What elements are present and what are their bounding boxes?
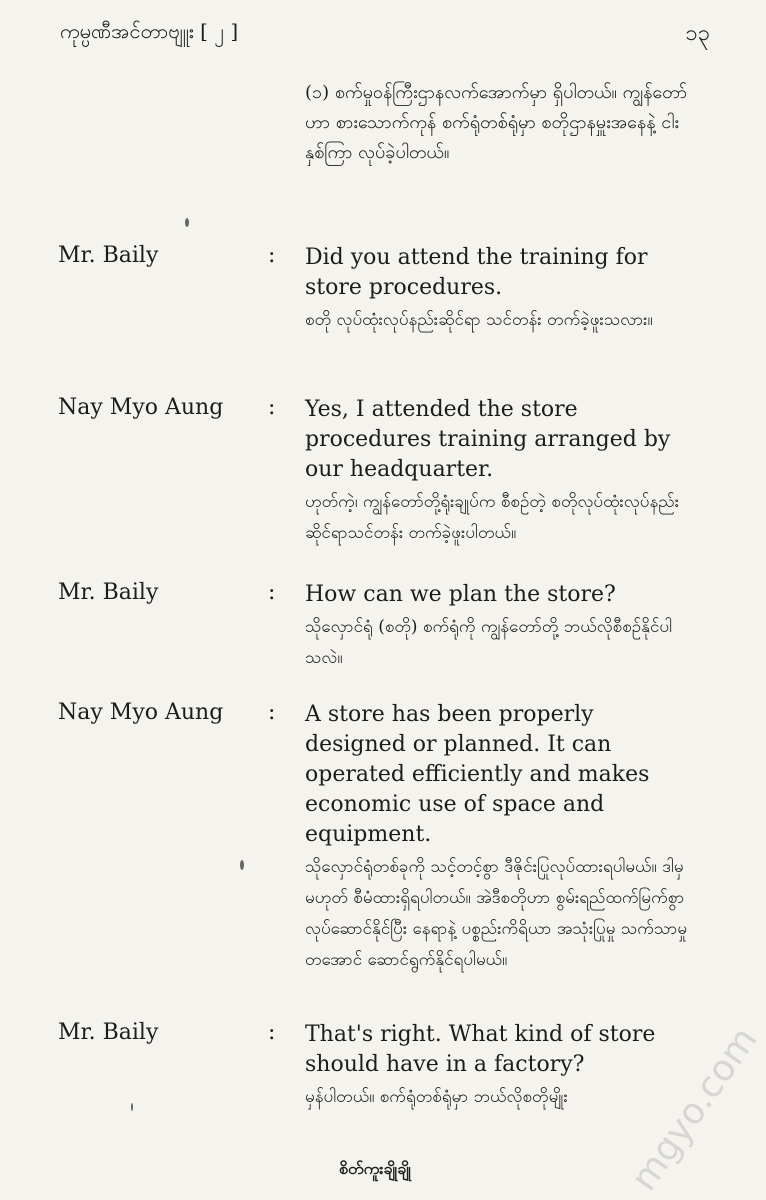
english-text: How can we plan the store?	[305, 582, 616, 607]
speech-text	[305, 1020, 690, 1113]
colon-separator: :	[268, 243, 276, 268]
speaker-name: Mr. Baily	[58, 580, 159, 605]
speaker-name: Nay Myo Aung	[58, 395, 224, 420]
ink-speck	[240, 860, 244, 870]
speech-text	[305, 700, 690, 976]
myanmar-text: မှန်ပါတယ်။ စက်ရုံတစ်ရုံမှာ ဘယ်လိုစတိုမျိုး	[305, 1087, 568, 1107]
speech-text	[305, 243, 690, 336]
ink-speck	[185, 218, 189, 227]
english-text: A store has been properly designed or planned. It can operated efficiently and makes economic use of space and equipment.	[305, 702, 650, 847]
english-text: Did you attend the training for store procedures.	[305, 245, 648, 300]
watermark: mgyo.com	[623, 1020, 766, 1199]
myanmar-text: စတို လုပ်ထုံးလုပ်နည်းဆိုင်ရာ သင်တန်း တက်ခဲ့ဖူးသလား။	[305, 310, 653, 330]
myanmar-text: သိုလှောင်ရုံ (စတို) စက်ရုံကို ကျွန်တော်တို့ ဘယ်လိုစီစဉ်နိုင်ပါသလဲ။	[305, 617, 673, 668]
footer-author: စိတ်ကူးချိုချို	[339, 1159, 411, 1178]
book-title-header: ကုမ္ပဏီအင်တာဗျူး [ ၂ ]	[60, 19, 239, 43]
colon-separator: :	[268, 700, 276, 725]
speaker-name: Mr. Baily	[58, 243, 159, 268]
myanmar-text: ဟုတ်ကဲ့၊ ကျွန်တော်တို့ရုံးချုပ်က စီစဉ်တဲ့ စတိုလုပ်ထုံးလုပ်နည်းဆိုင်ရာသင်တန်း တက်ခဲ့ဖူးပါတယ်။	[305, 492, 680, 543]
myanmar-text: သိုလှောင်ရုံတစ်ခုကို သင့်တင့်စွာ ဒီဇိုင်းပြုလုပ်ထားရပါမယ်။ ဒါမှမဟုတ် စီမံထားရှိရပါတယ်။ အဲဒီစတိုဟာ စွမ်းရည်ထက်မြက်စွာ လုပ်ဆောင်နိုင်ပြီး နေရာနဲ့ ပစ္စည်းကိရိယာ အသုံးပြုမှု သက်သာမှုတအောင် ဆောင်ရွက်နိုင်ရပါမယ်။	[305, 857, 688, 970]
colon-separator: :	[268, 395, 276, 420]
english-text: That's right. What kind of store should have in a factory?	[305, 1022, 656, 1077]
page-number: ၁၃	[685, 21, 710, 46]
speaker-name: Nay Myo Aung	[58, 700, 224, 725]
speech-text	[305, 395, 690, 549]
colon-separator: :	[268, 580, 276, 605]
speaker-name: Mr. Baily	[58, 1020, 159, 1045]
intro-paragraph: (၁) စက်မှုဝန်ကြီးဌာနလက်အောက်မှာ ရှိပါတယ်။ ကျွန်တော်ဟာ စားသောက်ကုန် စက်ရုံတစ်ရုံမှာ စတိုဌာနမှူးအနေနဲ့ ငါးနှစ်ကြာ လုပ်ခဲ့ပါတယ်။	[305, 82, 688, 163]
speech-text	[305, 580, 690, 674]
english-text: Yes, I attended the store procedures training arranged by our headquarter.	[305, 397, 671, 482]
colon-separator: :	[268, 1020, 276, 1045]
ink-speck	[131, 1103, 133, 1111]
